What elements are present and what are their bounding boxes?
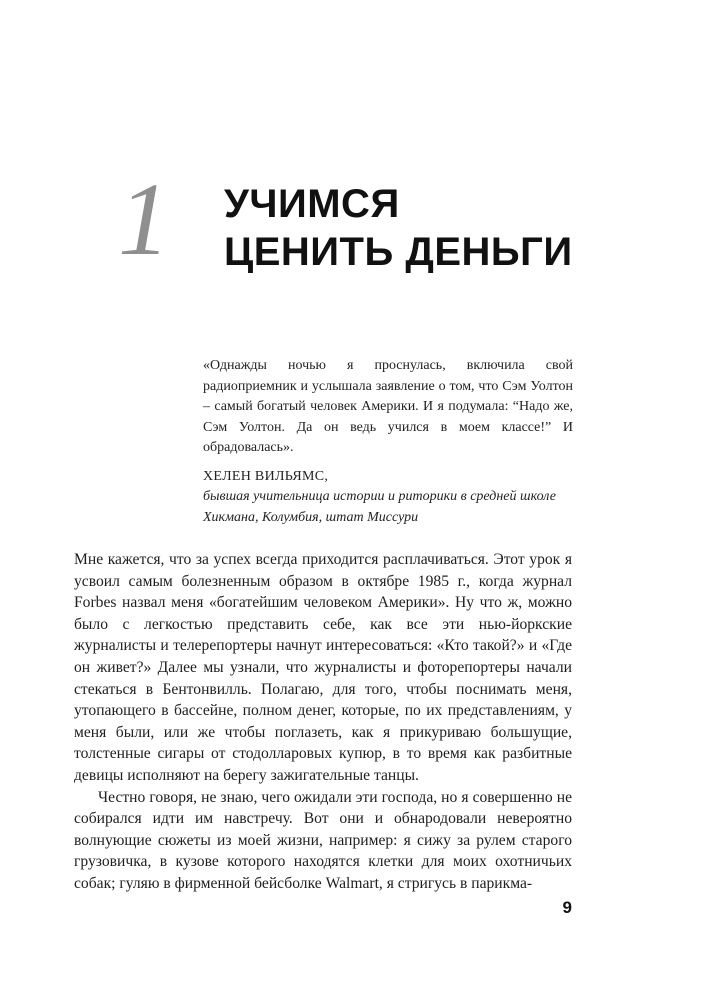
chapter-title-line-2: ЦЕНИТЬ ДЕНЬГИ — [224, 230, 573, 274]
epigraph — [203, 356, 573, 528]
epigraph-quote: «Однажды ночью я проснулась, включила свой радиоприемник и услышала заявление о том, что Сэм Уолтон – самый богатый человек Америки. И я подумала: “Надо же, Сэм Уолтон. Да он ведь учился в моем классе!” И обрадовалась». — [203, 358, 573, 455]
epigraph-author: ХЕЛЕН ВИЛЬЯМС, — [203, 468, 329, 484]
body-paragraph: Мне кажется, что за успех всегда приходится расплачиваться. Этот урок я усвоил самым болезненным образом в октябре 1985 г., когда журнал Forbes назвал меня «богатейшим человеком Америки». Ну что ж, можно было с легкостью представить себе, как все эти нью-йоркские журналисты и телерепортеры начнут интересоваться: «Кто такой?» и «Где он живет?» Далее мы узнали, что журналисты и фоторепортеры начали стекаться в Бентонвилль. Полагаю, для того, чтобы поснимать меня, утопающего в бассейне, полном денег, которые, по их представлениям, у меня были, или же чтобы поглазеть, как я прикуриваю большущие, толстенные сигары от стодолларовых купюр, в то время как разбитные девицы исполняют на берегу зажигательные танцы. — [74, 551, 572, 784]
chapter-title-line-1: УЧИМСЯ — [224, 182, 400, 226]
page-number: 9 — [562, 898, 572, 917]
body-paragraph: Честно говоря, не знаю, чего ожидали эти господа, но я совершенно не собирался идти им навстречу. Вот они и обнародовали невероятно волнующие сюжеты из моей жизни, например: я сижу за рулем старого грузовичка, в кузове которого находятся клетки для моих охотничьих собак; гуляю в фирменной бейсболке Walmart, я стригусь в парикма- — [74, 788, 572, 892]
epigraph-author-role: бывшая учительница истории и риторики в средней школе Хикмана, Колумбия, штат Миссури — [203, 489, 556, 525]
chapter-title — [224, 180, 573, 276]
body-text — [74, 549, 572, 895]
chapter-number: 1 — [118, 162, 170, 277]
